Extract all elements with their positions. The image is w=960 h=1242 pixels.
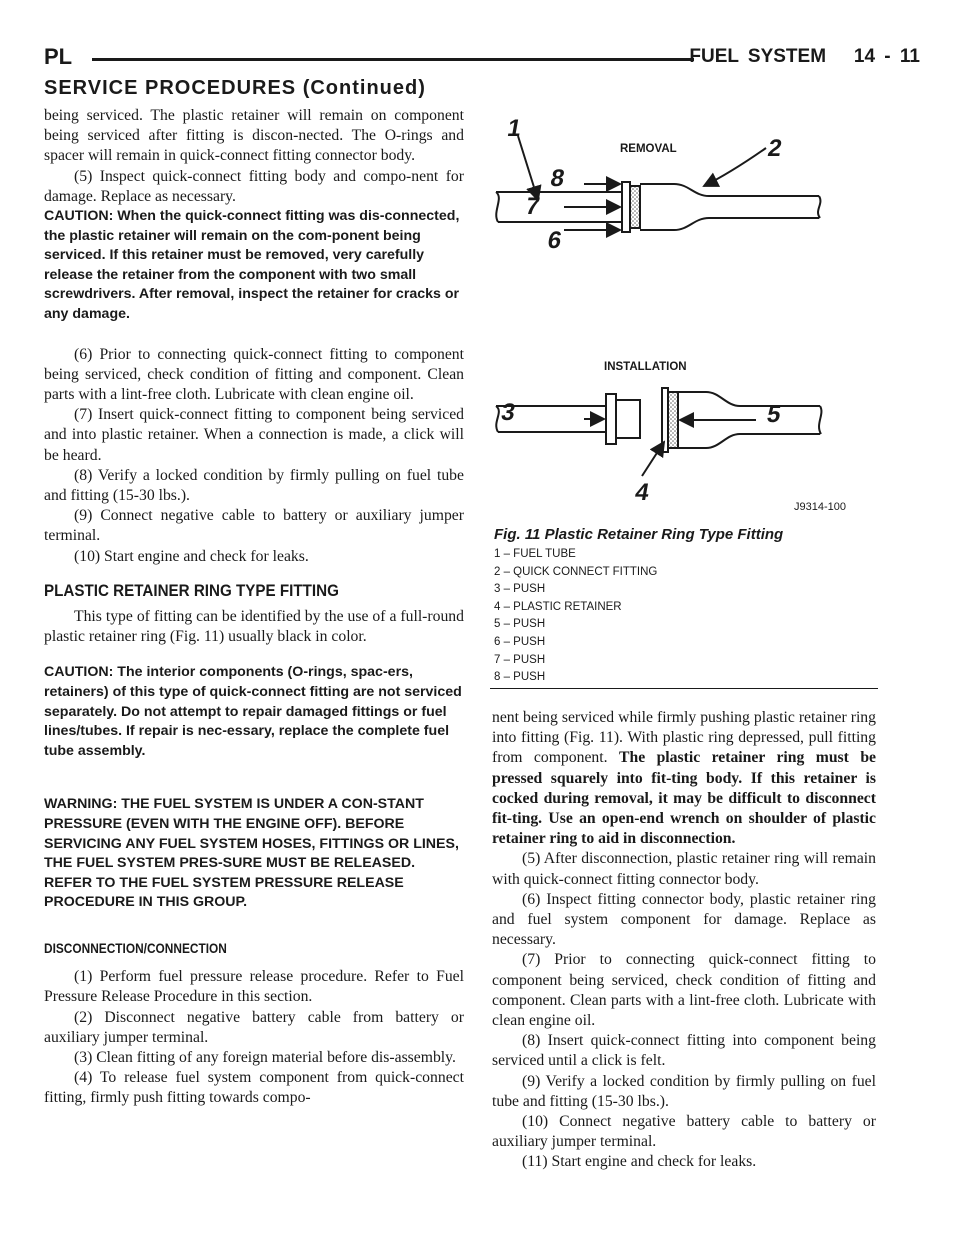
callout-1: 1	[505, 115, 524, 142]
step-7: (7) Insert quick-connect fitting to component being serviced and into plastic retainer. When a connection is made, a click will be heard.	[44, 406, 464, 464]
subheading-disconnection: DISCONNECTION/CONNECTION	[44, 940, 227, 956]
manual-code: PL	[44, 44, 73, 69]
legend-item: 1 – FUEL TUBE	[494, 548, 576, 560]
legend-item: 6 – PUSH	[494, 635, 546, 648]
step-9: (9) Connect negative cable to battery or auxiliary jumper terminal.	[44, 507, 464, 545]
continued-text: nent being serviced while firmly pushing plastic retainer ring into fitting (Fig. 11). With plastic ring depressed, pull fitting from component.	[492, 709, 876, 767]
page-number: 14 - 11	[853, 46, 920, 67]
callout-7: 7	[523, 193, 542, 220]
intro-paragraph: This type of fitting can be identified by the use of a full-round plastic retainer ring (Fig. 11) usually black in color.	[44, 608, 464, 646]
legend-item: 2 – QUICK CONNECT FITTING	[494, 565, 658, 578]
removal-label: REMOVAL	[620, 143, 677, 155]
step-3: (3) Clean fitting of any foreign material before dis-assembly.	[74, 1048, 456, 1066]
step-10: (10) Connect negative battery cable to battery or auxiliary jumper terminal.	[492, 1113, 876, 1151]
step-8: (8) Insert quick-connect fitting into component being serviced until a click is felt.	[492, 1032, 876, 1070]
section-title: SERVICE PROCEDURES (Continued)	[44, 77, 426, 99]
left-column	[44, 106, 464, 1109]
step-5: (5) After disconnection, plastic retainer ring will remain with quick-connect fitting connector body.	[492, 850, 876, 888]
continued-paragraph	[492, 708, 876, 849]
caution-retainer: CAUTION: When the quick-connect fitting was dis-connected, the plastic retainer will remain on the com-ponent being serviced. If this retainer must be removed, very carefully release the retainer from the component with two small screwdrivers. After removal, inspect the retainer for cracks or any damage.	[44, 208, 460, 322]
step-1: (1) Perform fuel pressure release procedure. Refer to Fuel Pressure Release Procedure in this section.	[44, 968, 464, 1006]
callout-8: 8	[548, 165, 567, 192]
step-8: (8) Verify a locked condition by firmly pulling on fuel tube and fitting (15-30 lbs.).	[44, 466, 464, 504]
callout-5: 5	[764, 401, 783, 428]
continued-bold-note: The plastic retainer ring must be pressed squarely into fit-ting body. If this retainer is cocked during removal, it may be difficult to disconnect fit-ting. Use an open-end wrench on shoulder of plastic retainer ring to aid in disconnection.	[492, 749, 877, 848]
callout-2: 2	[765, 135, 784, 162]
right-column	[492, 708, 876, 1173]
page-header	[44, 44, 920, 74]
step-2: (2) Disconnect negative battery cable from battery or auxiliary jumper terminal.	[44, 1008, 464, 1046]
drawing-code: J9314-100	[794, 501, 846, 513]
step-6: (6) Inspect fitting connector body, plastic retainer ring and fuel system component for damage. Replace as necessary.	[492, 890, 876, 949]
legend-item: 4 – PLASTIC RETAINER	[494, 600, 622, 613]
callout-3: 3	[499, 399, 518, 426]
step-5: (5) Inspect quick-connect fitting body and compo-nent for damage. Replace as necessary.	[44, 167, 464, 205]
subheading-plastic-retainer: PLASTIC RETAINER RING TYPE FITTING	[44, 581, 339, 600]
step-10: (10) Start engine and check for leaks.	[74, 547, 309, 565]
legend-item: 3 – PUSH	[494, 583, 546, 596]
figure-caption: Fig. 11 Plastic Retainer Ring Type Fitting	[494, 526, 784, 543]
section-name: FUEL SYSTEM	[689, 46, 827, 67]
legend-item: 5 – PUSH	[494, 618, 546, 631]
legend-item: 7 – PUSH	[494, 653, 546, 666]
figure-legend	[494, 546, 657, 687]
fitting-illustration	[484, 104, 878, 524]
installation-label: INSTALLATION	[604, 361, 687, 373]
figure-rule	[490, 688, 878, 689]
step-9: (9) Verify a locked condition by firmly pulling on fuel tube and fitting (15-30 lbs.).	[492, 1072, 876, 1110]
header-rule	[92, 58, 694, 61]
callout-6: 6	[545, 227, 564, 254]
paragraph: being serviced. The plastic retainer will remain on component being serviced after fitting is discon-nected. The O-rings and spacer will remain in quick-connect fitting connector body.	[44, 107, 464, 165]
warning-pressure: WARNING: THE FUEL SYSTEM IS UNDER A CON-STANT PRESSURE (EVEN WITH THE ENGINE OFF). BEFORE SERVICING ANY FUEL SYSTEM HOSES, FITTINGS OR LINES, THE FUEL SYSTEM PRES-SURE MUST BE RELEASED. REFER TO THE FUEL SYSTEM PRESSURE RELEASE PROCEDURE IN THIS GROUP.	[44, 796, 459, 911]
caution-interior: CAUTION: The interior components (O-rings, spac-ers, retainers) of this type of quick-connect fitting are not serviced separately. Do not attempt to repair damaged fittings or fuel lines/tubes. If repair is nec-essary, replace the complete fuel tube assembly.	[44, 664, 462, 759]
legend-item: 8 – PUSH	[494, 671, 546, 684]
callout-4: 4	[633, 479, 652, 506]
step-7: (7) Prior to connecting quick-connect fitting to component being serviced, check condition of fitting and component. Clean parts with a lint-free cloth. Lubricate with clean engine oil.	[492, 951, 876, 1030]
step-4: (4) To release fuel system component from quick-connect fitting, firmly push fitting towards compo-	[44, 1069, 464, 1107]
step-6: (6) Prior to connecting quick-connect fitting to component being serviced, check condition of fitting and component. Clean parts with a lint-free cloth. Lubricate with clean engine oil.	[44, 345, 464, 403]
header-section-page	[689, 46, 920, 68]
figure-11	[484, 104, 878, 689]
step-11: (11) Start engine and check for leaks.	[522, 1153, 757, 1171]
